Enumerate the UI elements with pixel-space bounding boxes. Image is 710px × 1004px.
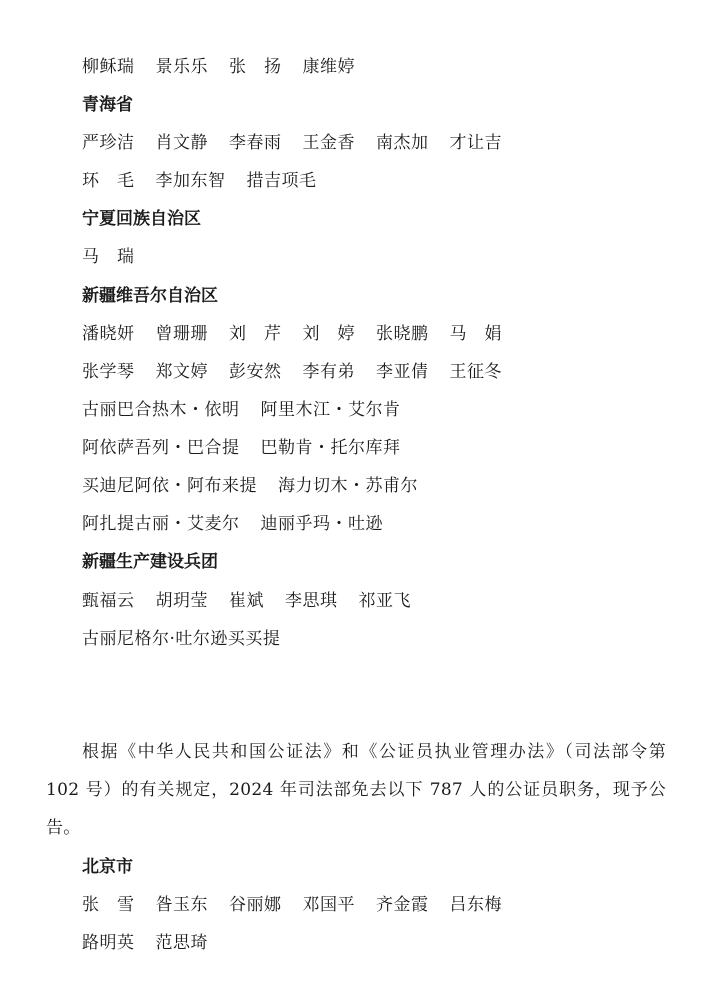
person-name: 张 雪 <box>82 895 135 915</box>
person-name: 马 瑞 <box>82 247 135 267</box>
person-name: 祁亚飞 <box>358 591 411 611</box>
name-row <box>82 169 338 193</box>
person-name: 崔斌 <box>229 591 264 611</box>
person-name: 李思琪 <box>285 591 338 611</box>
person-name: 路明英 <box>82 933 135 953</box>
person-name: 马 娟 <box>449 324 502 344</box>
person-name: 郑文婷 <box>155 362 208 382</box>
person-name: 潘晓妍 <box>82 324 135 344</box>
person-name: 李加东智 <box>155 171 226 191</box>
person-name: 柳稣瑞 <box>82 57 135 77</box>
person-name: 王金香 <box>302 133 355 153</box>
person-name: 巴勒肯・托尔库拜 <box>260 438 401 458</box>
name-row <box>82 893 523 917</box>
province-heading: 北京市 <box>82 857 133 877</box>
person-name: 张晓鹏 <box>376 324 429 344</box>
name-row <box>82 245 156 269</box>
person-name: 古丽巴合热木・依明 <box>82 400 240 420</box>
name-row <box>82 474 439 498</box>
person-name: 环 毛 <box>82 171 135 191</box>
province-heading: 宁夏回族自治区 <box>82 209 201 229</box>
name-row <box>82 512 404 536</box>
person-name: 李有弟 <box>302 362 355 382</box>
person-name: 吕东梅 <box>449 895 502 915</box>
person-name: 张学琴 <box>82 362 135 382</box>
person-name: 肖文静 <box>155 133 208 153</box>
name-row <box>82 360 523 384</box>
name-row <box>82 322 523 346</box>
person-name: 齐金霞 <box>376 895 429 915</box>
person-name: 严珍洁 <box>82 133 135 153</box>
person-name: 张 扬 <box>229 57 282 77</box>
name-row <box>82 131 523 155</box>
person-name: 海力切木・苏甫尔 <box>278 476 418 496</box>
person-name: 胡玥莹 <box>155 591 208 611</box>
name-row <box>82 589 432 613</box>
person-name: 景乐乐 <box>155 57 208 77</box>
name-row <box>82 931 229 955</box>
person-name: 彭安然 <box>229 362 282 382</box>
province-heading: 新疆生产建设兵团 <box>82 552 218 572</box>
name-row <box>82 627 301 651</box>
province-heading: 新疆维吾尔自治区 <box>82 286 218 306</box>
person-name: 谷丽娜 <box>229 895 282 915</box>
name-row <box>82 55 376 79</box>
person-name: 范思琦 <box>155 933 208 953</box>
person-name: 阿扎提古丽・艾麦尔 <box>82 514 240 534</box>
person-name: 阿依萨吾列・巴合提 <box>82 438 240 458</box>
name-row <box>82 436 422 460</box>
person-name: 李春雨 <box>229 133 282 153</box>
person-name: 昝玉东 <box>155 895 208 915</box>
person-name: 迪丽乎玛・吐逊 <box>260 514 383 534</box>
person-name: 李亚倩 <box>376 362 429 382</box>
person-name: 刘 芹 <box>229 324 282 344</box>
person-name: 甄福云 <box>82 591 135 611</box>
province-heading: 青海省 <box>82 95 133 115</box>
person-name: 邓国平 <box>302 895 355 915</box>
person-name: 曾珊珊 <box>155 324 208 344</box>
person-name: 王征冬 <box>449 362 502 382</box>
person-name: 刘 婷 <box>302 324 355 344</box>
person-name: 古丽尼格尔·吐尔逊买买提 <box>82 629 281 649</box>
person-name: 买迪尼阿依・阿布来提 <box>82 476 257 496</box>
person-name: 康维婷 <box>302 57 355 77</box>
person-name: 措吉项毛 <box>246 171 317 191</box>
person-name: 才让吉 <box>449 133 502 153</box>
announcement-paragraph: 根据《中华人民共和国公证法》和《公证员执业管理办法》（司法部令第 102 号）的有关规定，2024 年司法部免去以下 787 人的公证员职务，现予公告。 <box>46 742 666 838</box>
name-row <box>82 398 422 422</box>
person-name: 阿里木江・艾尔肯 <box>260 400 401 420</box>
person-name: 南杰加 <box>376 133 429 153</box>
